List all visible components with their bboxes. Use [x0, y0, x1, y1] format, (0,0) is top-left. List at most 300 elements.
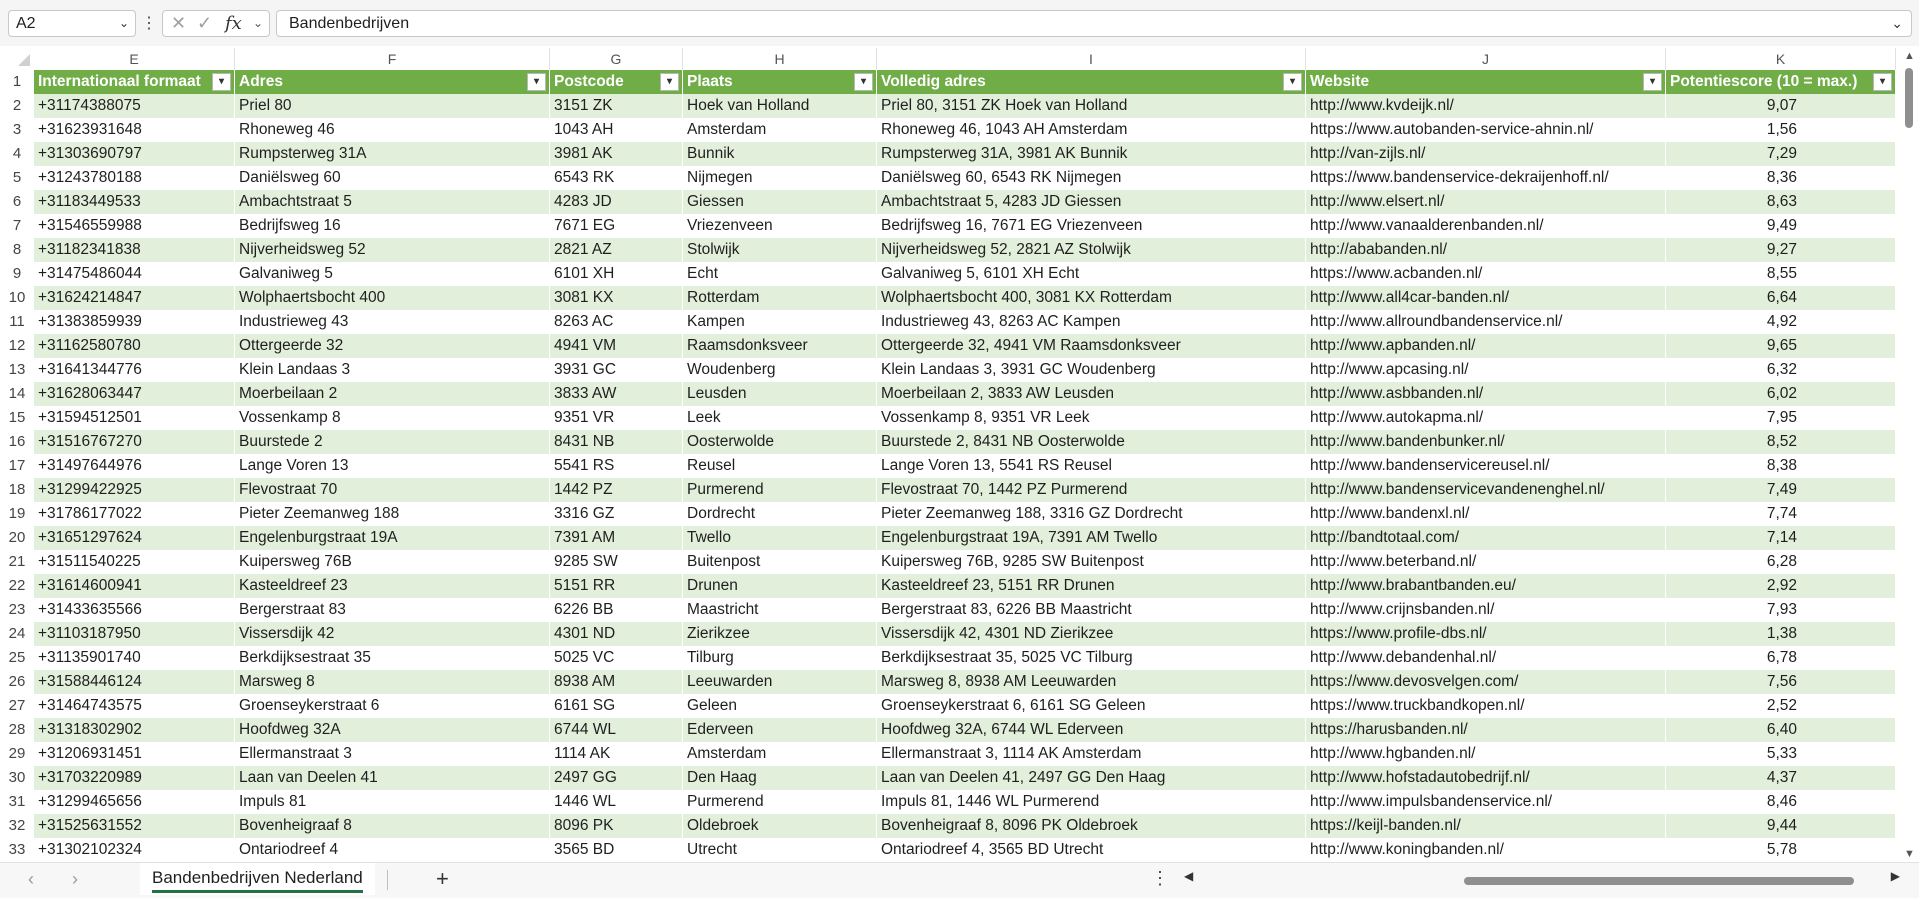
table-cell-g[interactable]: 8096 PK	[550, 814, 683, 838]
row-number[interactable]: 10	[0, 286, 34, 310]
table-cell-i[interactable]: Galvaniweg 5, 6101 XH Echt	[877, 262, 1306, 286]
table-cell-g[interactable]: 1446 WL	[550, 790, 683, 814]
table-cell-e[interactable]: +31302102324	[34, 838, 235, 862]
table-cell-j[interactable]: http://www.asbbanden.nl/	[1306, 382, 1666, 406]
row-number[interactable]: 32	[0, 814, 34, 838]
table-cell-k[interactable]: 7,49	[1666, 478, 1896, 502]
table-cell-i[interactable]: Priel 80, 3151 ZK Hoek van Holland	[877, 94, 1306, 118]
table-cell-e[interactable]: +31174388075	[34, 94, 235, 118]
table-cell-j[interactable]: http://www.apcasing.nl/	[1306, 358, 1666, 382]
table-cell-i[interactable]: Vossenkamp 8, 9351 VR Leek	[877, 406, 1306, 430]
expand-formula-bar-icon[interactable]: ⌄	[1891, 15, 1903, 31]
table-cell-j[interactable]: http://www.bandenxl.nl/	[1306, 502, 1666, 526]
table-cell-k[interactable]: 2,52	[1666, 694, 1896, 718]
table-cell-f[interactable]: Buurstede 2	[235, 430, 550, 454]
table-cell-e[interactable]: +31183449533	[34, 190, 235, 214]
table-header-cell[interactable]	[550, 70, 683, 94]
table-cell-i[interactable]: Rhoneweg 46, 1043 AH Amsterdam	[877, 118, 1306, 142]
table-cell-f[interactable]: Kasteeldreef 23	[235, 574, 550, 598]
table-cell-h[interactable]: Leeuwarden	[683, 670, 877, 694]
table-cell-h[interactable]: Maastricht	[683, 598, 877, 622]
column-header-g[interactable]: G	[550, 48, 683, 70]
table-cell-e[interactable]: +31475486044	[34, 262, 235, 286]
row-number[interactable]: 7	[0, 214, 34, 238]
table-cell-g[interactable]: 3316 GZ	[550, 502, 683, 526]
table-header-cell[interactable]	[1666, 70, 1896, 94]
select-all-button[interactable]	[0, 48, 34, 70]
table-cell-j[interactable]: http://www.autokapma.nl/	[1306, 406, 1666, 430]
table-cell-i[interactable]: Industrieweg 43, 8263 AC Kampen	[877, 310, 1306, 334]
filter-dropdown-icon[interactable]: ▾	[660, 73, 679, 91]
table-cell-k[interactable]: 1,38	[1666, 622, 1896, 646]
table-cell-h[interactable]: Zierikzee	[683, 622, 877, 646]
table-cell-k[interactable]: 7,95	[1666, 406, 1896, 430]
row-number[interactable]: 30	[0, 766, 34, 790]
table-cell-g[interactable]: 3981 AK	[550, 142, 683, 166]
table-cell-k[interactable]: 9,27	[1666, 238, 1896, 262]
filter-dropdown-icon[interactable]: ▾	[1643, 73, 1662, 91]
table-cell-i[interactable]: Nijverheidsweg 52, 2821 AZ Stolwijk	[877, 238, 1306, 262]
table-cell-e[interactable]: +31303690797	[34, 142, 235, 166]
table-cell-j[interactable]: https://keijl-banden.nl/	[1306, 814, 1666, 838]
table-cell-h[interactable]: Tilburg	[683, 646, 877, 670]
table-cell-i[interactable]: Bedrijfsweg 16, 7671 EG Vriezenveen	[877, 214, 1306, 238]
table-cell-k[interactable]: 4,37	[1666, 766, 1896, 790]
table-cell-i[interactable]: Daniëlsweg 60, 6543 RK Nijmegen	[877, 166, 1306, 190]
table-header-cell[interactable]	[34, 70, 235, 94]
table-cell-i[interactable]: Pieter Zeemanweg 188, 3316 GZ Dordrecht	[877, 502, 1306, 526]
table-cell-g[interactable]: 2821 AZ	[550, 238, 683, 262]
table-cell-h[interactable]: Bunnik	[683, 142, 877, 166]
table-cell-i[interactable]: Lange Voren 13, 5541 RS Reusel	[877, 454, 1306, 478]
table-cell-h[interactable]: Woudenberg	[683, 358, 877, 382]
table-cell-j[interactable]: https://www.acbanden.nl/	[1306, 262, 1666, 286]
table-cell-i[interactable]: Buurstede 2, 8431 NB Oosterwolde	[877, 430, 1306, 454]
table-cell-h[interactable]: Raamsdonksveer	[683, 334, 877, 358]
table-cell-k[interactable]: 8,46	[1666, 790, 1896, 814]
table-cell-e[interactable]: +31383859939	[34, 310, 235, 334]
table-cell-i[interactable]: Ontariodreef 4, 3565 BD Utrecht	[877, 838, 1306, 862]
table-cell-f[interactable]: Flevostraat 70	[235, 478, 550, 502]
enter-icon[interactable]: ✓	[197, 13, 213, 33]
table-cell-k[interactable]: 2,92	[1666, 574, 1896, 598]
table-cell-i[interactable]: Laan van Deelen 41, 2497 GG Den Haag	[877, 766, 1306, 790]
row-number[interactable]: 23	[0, 598, 34, 622]
row-number[interactable]: 22	[0, 574, 34, 598]
table-cell-g[interactable]: 8431 NB	[550, 430, 683, 454]
table-cell-g[interactable]: 6101 XH	[550, 262, 683, 286]
table-cell-i[interactable]: Bergerstraat 83, 6226 BB Maastricht	[877, 598, 1306, 622]
table-cell-k[interactable]: 6,78	[1666, 646, 1896, 670]
vertical-scroll-thumb[interactable]	[1905, 68, 1913, 128]
prev-sheet-icon[interactable]: ‹	[28, 869, 34, 889]
scroll-down-icon[interactable]: ▼	[1904, 848, 1915, 860]
scroll-left-icon[interactable]: ◀	[1184, 869, 1194, 883]
row-number[interactable]: 29	[0, 742, 34, 766]
table-cell-f[interactable]: Priel 80	[235, 94, 550, 118]
scroll-right-icon[interactable]: ▶	[1890, 869, 1900, 883]
filter-dropdown-icon[interactable]: ▾	[854, 73, 873, 91]
table-cell-i[interactable]: Kasteeldreef 23, 5151 RR Drunen	[877, 574, 1306, 598]
table-cell-j[interactable]: http://www.allroundbandenservice.nl/	[1306, 310, 1666, 334]
table-cell-j[interactable]: http://www.bandenservicereusel.nl/	[1306, 454, 1666, 478]
table-cell-e[interactable]: +31243780188	[34, 166, 235, 190]
table-cell-g[interactable]: 1043 AH	[550, 118, 683, 142]
row-number[interactable]: 19	[0, 502, 34, 526]
table-cell-g[interactable]: 6226 BB	[550, 598, 683, 622]
table-cell-j[interactable]: http://www.apbanden.nl/	[1306, 334, 1666, 358]
row-number[interactable]: 3	[0, 118, 34, 142]
column-header-f[interactable]: F	[235, 48, 550, 70]
table-cell-k[interactable]: 7,14	[1666, 526, 1896, 550]
table-cell-f[interactable]: Groenseykerstraat 6	[235, 694, 550, 718]
table-cell-e[interactable]: +31464743575	[34, 694, 235, 718]
table-cell-i[interactable]: Impuls 81, 1446 WL Purmerend	[877, 790, 1306, 814]
table-cell-g[interactable]: 4941 VM	[550, 334, 683, 358]
cancel-icon[interactable]: ✕	[171, 13, 187, 33]
row-number[interactable]: 11	[0, 310, 34, 334]
table-cell-j[interactable]: http://bandtotaal.com/	[1306, 526, 1666, 550]
table-cell-j[interactable]: http://www.vanaalderenbanden.nl/	[1306, 214, 1666, 238]
table-cell-f[interactable]: Impuls 81	[235, 790, 550, 814]
table-cell-e[interactable]: +31641344776	[34, 358, 235, 382]
row-number[interactable]: 25	[0, 646, 34, 670]
name-box[interactable]	[8, 10, 136, 37]
table-cell-j[interactable]: http://www.all4car-banden.nl/	[1306, 286, 1666, 310]
table-cell-i[interactable]: Hoofdweg 32A, 6744 WL Ederveen	[877, 718, 1306, 742]
table-cell-k[interactable]: 8,63	[1666, 190, 1896, 214]
row-number[interactable]: 4	[0, 142, 34, 166]
chevron-down-icon[interactable]: ⌄	[118, 16, 129, 30]
table-cell-k[interactable]: 9,49	[1666, 214, 1896, 238]
table-cell-g[interactable]: 8938 AM	[550, 670, 683, 694]
table-cell-e[interactable]: +31162580780	[34, 334, 235, 358]
column-header-h[interactable]: H	[683, 48, 877, 70]
row-number[interactable]: 15	[0, 406, 34, 430]
table-cell-e[interactable]: +31651297624	[34, 526, 235, 550]
row-number[interactable]: 33	[0, 838, 34, 862]
table-cell-j[interactable]: https://harusbanden.nl/	[1306, 718, 1666, 742]
table-cell-k[interactable]: 1,56	[1666, 118, 1896, 142]
table-cell-f[interactable]: Wolphaertsbocht 400	[235, 286, 550, 310]
table-cell-f[interactable]: Industrieweg 43	[235, 310, 550, 334]
more-options-icon[interactable]: ⋮	[141, 15, 157, 32]
row-number[interactable]: 20	[0, 526, 34, 550]
table-cell-h[interactable]: Purmerend	[683, 478, 877, 502]
chevron-down-icon[interactable]: ⌄	[253, 16, 264, 30]
table-cell-i[interactable]: Ambachtstraat 5, 4283 JD Giessen	[877, 190, 1306, 214]
row-number[interactable]: 24	[0, 622, 34, 646]
table-cell-h[interactable]: Amsterdam	[683, 118, 877, 142]
table-cell-f[interactable]: Engelenburgstraat 19A	[235, 526, 550, 550]
table-cell-e[interactable]: +31594512501	[34, 406, 235, 430]
table-cell-k[interactable]: 9,44	[1666, 814, 1896, 838]
column-header-k[interactable]: K	[1666, 48, 1896, 70]
table-cell-h[interactable]: Drunen	[683, 574, 877, 598]
table-cell-f[interactable]: Marsweg 8	[235, 670, 550, 694]
table-cell-h[interactable]: Stolwijk	[683, 238, 877, 262]
table-cell-h[interactable]: Rotterdam	[683, 286, 877, 310]
table-cell-f[interactable]: Klein Landaas 3	[235, 358, 550, 382]
table-cell-h[interactable]: Hoek van Holland	[683, 94, 877, 118]
table-cell-i[interactable]: Wolphaertsbocht 400, 3081 KX Rotterdam	[877, 286, 1306, 310]
table-cell-g[interactable]: 8263 AC	[550, 310, 683, 334]
table-cell-e[interactable]: +31614600941	[34, 574, 235, 598]
table-cell-g[interactable]: 1442 PZ	[550, 478, 683, 502]
table-cell-h[interactable]: Utrecht	[683, 838, 877, 862]
row-number[interactable]: 6	[0, 190, 34, 214]
row-number[interactable]: 1	[0, 70, 34, 94]
table-cell-h[interactable]: Twello	[683, 526, 877, 550]
table-cell-j[interactable]: http://www.hgbanden.nl/	[1306, 742, 1666, 766]
table-cell-f[interactable]: Ellermanstraat 3	[235, 742, 550, 766]
worksheet-grid[interactable]	[0, 48, 1900, 862]
table-cell-f[interactable]: Pieter Zeemanweg 188	[235, 502, 550, 526]
row-number[interactable]: 26	[0, 670, 34, 694]
table-cell-j[interactable]: https://www.bandenservice-dekraijenhoff.nl/	[1306, 166, 1666, 190]
table-cell-f[interactable]: Vossenkamp 8	[235, 406, 550, 430]
table-cell-k[interactable]: 6,28	[1666, 550, 1896, 574]
table-cell-i[interactable]: Marsweg 8, 8938 AM Leeuwarden	[877, 670, 1306, 694]
table-cell-e[interactable]: +31588446124	[34, 670, 235, 694]
table-cell-f[interactable]: Nijverheidsweg 52	[235, 238, 550, 262]
column-header-i[interactable]: I	[877, 48, 1306, 70]
row-number[interactable]: 13	[0, 358, 34, 382]
scroll-up-icon[interactable]: ▲	[1904, 50, 1915, 62]
table-cell-h[interactable]: Kampen	[683, 310, 877, 334]
table-cell-k[interactable]: 9,07	[1666, 94, 1896, 118]
table-cell-h[interactable]: Geleen	[683, 694, 877, 718]
table-cell-e[interactable]: +31299422925	[34, 478, 235, 502]
vertical-scrollbar[interactable]	[1900, 48, 1919, 862]
add-sheet-button[interactable]: +	[436, 866, 449, 891]
table-header-cell[interactable]	[877, 70, 1306, 94]
table-cell-g[interactable]: 2497 GG	[550, 766, 683, 790]
table-cell-f[interactable]: Daniëlsweg 60	[235, 166, 550, 190]
table-cell-e[interactable]: +31623931648	[34, 118, 235, 142]
row-number[interactable]: 16	[0, 430, 34, 454]
table-cell-j[interactable]: http://www.brabantbanden.eu/	[1306, 574, 1666, 598]
table-cell-f[interactable]: Moerbeilaan 2	[235, 382, 550, 406]
table-cell-g[interactable]: 3565 BD	[550, 838, 683, 862]
row-number[interactable]: 9	[0, 262, 34, 286]
table-cell-k[interactable]: 6,40	[1666, 718, 1896, 742]
table-cell-j[interactable]: https://www.truckbandkopen.nl/	[1306, 694, 1666, 718]
row-number[interactable]: 28	[0, 718, 34, 742]
table-cell-f[interactable]: Ontariodreef 4	[235, 838, 550, 862]
table-cell-k[interactable]: 8,52	[1666, 430, 1896, 454]
table-cell-e[interactable]: +31511540225	[34, 550, 235, 574]
table-cell-f[interactable]: Bergerstraat 83	[235, 598, 550, 622]
table-header-cell[interactable]	[683, 70, 877, 94]
table-cell-h[interactable]: Oosterwolde	[683, 430, 877, 454]
table-cell-k[interactable]: 6,02	[1666, 382, 1896, 406]
table-cell-f[interactable]: Kuipersweg 76B	[235, 550, 550, 574]
table-cell-g[interactable]: 5541 RS	[550, 454, 683, 478]
table-cell-g[interactable]: 6744 WL	[550, 718, 683, 742]
table-cell-e[interactable]: +31182341838	[34, 238, 235, 262]
table-cell-j[interactable]: http://ababanden.nl/	[1306, 238, 1666, 262]
row-number[interactable]: 18	[0, 478, 34, 502]
table-cell-h[interactable]: Purmerend	[683, 790, 877, 814]
table-cell-e[interactable]: +31624214847	[34, 286, 235, 310]
table-cell-h[interactable]: Ederveen	[683, 718, 877, 742]
table-cell-j[interactable]: http://www.kvdeijk.nl/	[1306, 94, 1666, 118]
table-cell-h[interactable]: Amsterdam	[683, 742, 877, 766]
table-cell-k[interactable]: 5,33	[1666, 742, 1896, 766]
row-number[interactable]: 5	[0, 166, 34, 190]
table-cell-j[interactable]: http://www.debandenhal.nl/	[1306, 646, 1666, 670]
table-cell-j[interactable]: http://www.crijnsbanden.nl/	[1306, 598, 1666, 622]
table-cell-h[interactable]: Echt	[683, 262, 877, 286]
table-cell-j[interactable]: http://www.bandenservicevandenenghel.nl/	[1306, 478, 1666, 502]
table-header-cell[interactable]	[1306, 70, 1666, 94]
insert-function-button[interactable]: fx	[225, 13, 242, 34]
filter-dropdown-icon[interactable]: ▾	[212, 73, 231, 91]
table-cell-e[interactable]: +31546559988	[34, 214, 235, 238]
row-number[interactable]: 31	[0, 790, 34, 814]
table-cell-e[interactable]: +31206931451	[34, 742, 235, 766]
table-cell-g[interactable]: 9285 SW	[550, 550, 683, 574]
table-cell-i[interactable]: Kuipersweg 76B, 9285 SW Buitenpost	[877, 550, 1306, 574]
table-cell-j[interactable]: http://www.elsert.nl/	[1306, 190, 1666, 214]
table-cell-f[interactable]: Laan van Deelen 41	[235, 766, 550, 790]
table-cell-k[interactable]: 7,93	[1666, 598, 1896, 622]
column-header-e[interactable]: E	[34, 48, 235, 70]
table-cell-j[interactable]: https://www.profile-dbs.nl/	[1306, 622, 1666, 646]
table-cell-e[interactable]: +31516767270	[34, 430, 235, 454]
table-cell-i[interactable]: Ottergeerde 32, 4941 VM Raamsdonksveer	[877, 334, 1306, 358]
table-cell-e[interactable]: +31318302902	[34, 718, 235, 742]
row-number[interactable]: 2	[0, 94, 34, 118]
table-cell-h[interactable]: Leusden	[683, 382, 877, 406]
table-cell-k[interactable]: 8,36	[1666, 166, 1896, 190]
table-cell-g[interactable]: 7391 AM	[550, 526, 683, 550]
table-cell-k[interactable]: 4,92	[1666, 310, 1896, 334]
table-cell-e[interactable]: +31135901740	[34, 646, 235, 670]
table-cell-j[interactable]: http://www.hofstadautobedrijf.nl/	[1306, 766, 1666, 790]
filter-dropdown-icon[interactable]: ▾	[1283, 73, 1302, 91]
table-cell-h[interactable]: Reusel	[683, 454, 877, 478]
table-cell-k[interactable]: 6,64	[1666, 286, 1896, 310]
table-cell-h[interactable]: Nijmegen	[683, 166, 877, 190]
table-cell-j[interactable]: http://www.impulsbandenservice.nl/	[1306, 790, 1666, 814]
table-cell-j[interactable]: https://www.devosvelgen.com/	[1306, 670, 1666, 694]
table-cell-j[interactable]: http://van-zijls.nl/	[1306, 142, 1666, 166]
table-cell-i[interactable]: Engelenburgstraat 19A, 7391 AM Twello	[877, 526, 1306, 550]
table-cell-f[interactable]: Hoofdweg 32A	[235, 718, 550, 742]
table-cell-g[interactable]: 3931 GC	[550, 358, 683, 382]
table-cell-g[interactable]: 3081 KX	[550, 286, 683, 310]
table-cell-f[interactable]: Galvaniweg 5	[235, 262, 550, 286]
table-cell-i[interactable]: Vissersdijk 42, 4301 ND Zierikzee	[877, 622, 1306, 646]
table-cell-j[interactable]: http://www.koningbanden.nl/	[1306, 838, 1666, 862]
table-cell-i[interactable]: Klein Landaas 3, 3931 GC Woudenberg	[877, 358, 1306, 382]
table-cell-g[interactable]: 4301 ND	[550, 622, 683, 646]
table-cell-f[interactable]: Rumpsterweg 31A	[235, 142, 550, 166]
table-cell-f[interactable]: Ambachtstraat 5	[235, 190, 550, 214]
table-cell-i[interactable]: Moerbeilaan 2, 3833 AW Leusden	[877, 382, 1306, 406]
table-cell-f[interactable]: Berkdijksestraat 35	[235, 646, 550, 670]
sheet-tab[interactable]	[140, 863, 375, 895]
table-cell-j[interactable]: https://www.autobanden-service-ahnin.nl/	[1306, 118, 1666, 142]
next-sheet-icon[interactable]: ›	[72, 869, 78, 889]
table-cell-e[interactable]: +31628063447	[34, 382, 235, 406]
column-header-j[interactable]: J	[1306, 48, 1666, 70]
more-options-icon[interactable]: ⋮	[1151, 868, 1169, 888]
table-cell-k[interactable]: 9,65	[1666, 334, 1896, 358]
table-cell-g[interactable]: 4283 JD	[550, 190, 683, 214]
table-cell-e[interactable]: +31786177022	[34, 502, 235, 526]
table-cell-g[interactable]: 5151 RR	[550, 574, 683, 598]
filter-dropdown-icon[interactable]: ▾	[527, 73, 546, 91]
table-cell-g[interactable]: 3151 ZK	[550, 94, 683, 118]
table-cell-h[interactable]: Den Haag	[683, 766, 877, 790]
table-cell-e[interactable]: +31703220989	[34, 766, 235, 790]
table-cell-g[interactable]: 6161 SG	[550, 694, 683, 718]
table-cell-k[interactable]: 8,38	[1666, 454, 1896, 478]
table-cell-h[interactable]: Buitenpost	[683, 550, 877, 574]
table-cell-i[interactable]: Flevostraat 70, 1442 PZ Purmerend	[877, 478, 1306, 502]
table-cell-g[interactable]: 7671 EG	[550, 214, 683, 238]
table-cell-e[interactable]: +31497644976	[34, 454, 235, 478]
table-cell-g[interactable]: 1114 AK	[550, 742, 683, 766]
table-cell-g[interactable]: 6543 RK	[550, 166, 683, 190]
table-cell-f[interactable]: Bedrijfsweg 16	[235, 214, 550, 238]
table-cell-h[interactable]: Oldebroek	[683, 814, 877, 838]
table-cell-k[interactable]: 7,56	[1666, 670, 1896, 694]
formula-input[interactable]	[276, 10, 1912, 37]
table-cell-f[interactable]: Rhoneweg 46	[235, 118, 550, 142]
table-header-cell[interactable]	[235, 70, 550, 94]
table-cell-k[interactable]: 7,74	[1666, 502, 1896, 526]
table-cell-j[interactable]: http://www.beterband.nl/	[1306, 550, 1666, 574]
table-cell-i[interactable]: Berkdijksestraat 35, 5025 VC Tilburg	[877, 646, 1306, 670]
row-number[interactable]: 21	[0, 550, 34, 574]
table-cell-k[interactable]: 8,55	[1666, 262, 1896, 286]
table-cell-j[interactable]: http://www.bandenbunker.nl/	[1306, 430, 1666, 454]
filter-dropdown-icon[interactable]: ▾	[1873, 73, 1892, 91]
table-cell-e[interactable]: +31525631552	[34, 814, 235, 838]
table-cell-f[interactable]: Bovenheigraaf 8	[235, 814, 550, 838]
row-number[interactable]: 14	[0, 382, 34, 406]
table-cell-f[interactable]: Vissersdijk 42	[235, 622, 550, 646]
table-cell-f[interactable]: Ottergeerde 32	[235, 334, 550, 358]
table-cell-e[interactable]: +31433635566	[34, 598, 235, 622]
table-cell-e[interactable]: +31299465656	[34, 790, 235, 814]
table-cell-k[interactable]: 5,78	[1666, 838, 1896, 862]
row-number[interactable]: 12	[0, 334, 34, 358]
table-cell-k[interactable]: 7,29	[1666, 142, 1896, 166]
table-cell-g[interactable]: 5025 VC	[550, 646, 683, 670]
table-cell-i[interactable]: Rumpsterweg 31A, 3981 AK Bunnik	[877, 142, 1306, 166]
table-cell-i[interactable]: Bovenheigraaf 8, 8096 PK Oldebroek	[877, 814, 1306, 838]
table-cell-i[interactable]: Groenseykerstraat 6, 6161 SG Geleen	[877, 694, 1306, 718]
row-number[interactable]: 8	[0, 238, 34, 262]
table-cell-h[interactable]: Leek	[683, 406, 877, 430]
table-cell-k[interactable]: 6,32	[1666, 358, 1896, 382]
table-cell-h[interactable]: Giessen	[683, 190, 877, 214]
table-cell-f[interactable]: Lange Voren 13	[235, 454, 550, 478]
table-cell-h[interactable]: Vriezenveen	[683, 214, 877, 238]
table-cell-e[interactable]: +31103187950	[34, 622, 235, 646]
horizontal-scrollbar[interactable]	[1180, 869, 1900, 891]
table-cell-i[interactable]: Ellermanstraat 3, 1114 AK Amsterdam	[877, 742, 1306, 766]
table-cell-g[interactable]: 3833 AW	[550, 382, 683, 406]
horizontal-scroll-thumb[interactable]	[1464, 877, 1854, 885]
table-cell-h[interactable]: Dordrecht	[683, 502, 877, 526]
row-number[interactable]: 27	[0, 694, 34, 718]
